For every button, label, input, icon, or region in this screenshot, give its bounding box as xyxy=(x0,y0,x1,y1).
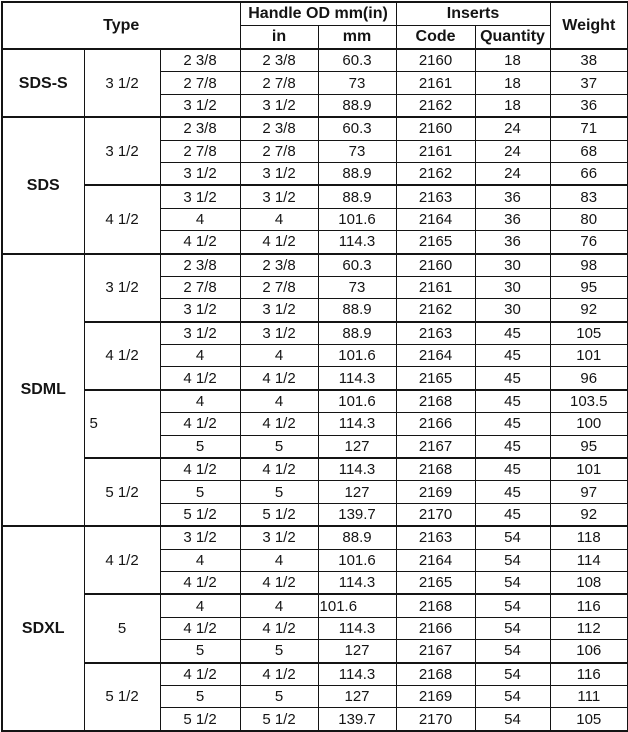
weight-cell: 101 xyxy=(550,345,628,367)
code-cell: 2170 xyxy=(396,708,475,731)
code-cell: 2169 xyxy=(396,685,475,707)
mm-cell: 101.6 xyxy=(318,208,396,230)
weight-cell: 68 xyxy=(550,140,628,162)
size-cell: 4 1/2 xyxy=(84,526,160,594)
code-cell: 2163 xyxy=(396,526,475,549)
code-cell: 2162 xyxy=(396,94,475,117)
in-cell: 5 xyxy=(240,435,318,458)
weight-cell: 71 xyxy=(550,117,628,140)
weight-cell: 95 xyxy=(550,276,628,298)
code-cell: 2168 xyxy=(396,390,475,413)
in-cell: 4 xyxy=(240,549,318,571)
sub-size-cell: 3 1/2 xyxy=(160,322,240,345)
in-cell: 4 1/2 xyxy=(240,367,318,390)
col-header-handle-od: Handle OD mm(in) xyxy=(240,2,396,26)
col-header-weight: Weight xyxy=(550,2,628,49)
weight-cell: 111 xyxy=(550,685,628,707)
col-header-in: in xyxy=(240,26,318,50)
weight-cell: 76 xyxy=(550,231,628,254)
sub-size-cell: 5 xyxy=(160,481,240,503)
quantity-cell: 54 xyxy=(475,617,550,639)
code-cell: 2169 xyxy=(396,481,475,503)
sub-size-cell: 4 1/2 xyxy=(160,231,240,254)
mm-cell: 88.9 xyxy=(318,322,396,345)
in-cell: 4 xyxy=(240,345,318,367)
sub-size-cell: 4 1/2 xyxy=(160,413,240,435)
sub-size-cell: 5 xyxy=(160,435,240,458)
sub-size-cell: 4 1/2 xyxy=(160,617,240,639)
weight-cell: 116 xyxy=(550,663,628,686)
mm-cell: 101.6 xyxy=(318,345,396,367)
mm-cell: 88.9 xyxy=(318,185,396,208)
sub-size-cell: 4 xyxy=(160,345,240,367)
code-cell: 2163 xyxy=(396,322,475,345)
col-header-code: Code xyxy=(396,26,475,50)
sub-size-cell: 4 xyxy=(160,390,240,413)
mm-cell: 60.3 xyxy=(318,49,396,72)
mm-cell: 73 xyxy=(318,140,396,162)
sub-size-cell: 4 1/2 xyxy=(160,663,240,686)
in-cell: 5 xyxy=(240,685,318,707)
table-header xyxy=(2,2,628,49)
sub-size-cell: 5 1/2 xyxy=(160,503,240,526)
mm-cell: 101.6 xyxy=(318,594,396,617)
size-cell: 4 1/2 xyxy=(84,322,160,390)
quantity-cell: 30 xyxy=(475,254,550,277)
type-cell: SDML xyxy=(2,254,84,527)
in-cell: 4 xyxy=(240,594,318,617)
in-cell: 4 1/2 xyxy=(240,458,318,481)
in-cell: 5 xyxy=(240,640,318,663)
code-cell: 2160 xyxy=(396,254,475,277)
in-cell: 4 1/2 xyxy=(240,231,318,254)
code-cell: 2165 xyxy=(396,231,475,254)
mm-cell: 114.3 xyxy=(318,367,396,390)
table-row xyxy=(2,594,628,617)
quantity-cell: 18 xyxy=(475,94,550,117)
col-header-type: Type xyxy=(2,2,240,49)
mm-cell: 88.9 xyxy=(318,94,396,117)
mm-cell: 139.7 xyxy=(318,503,396,526)
weight-cell: 38 xyxy=(550,49,628,72)
in-cell: 2 3/8 xyxy=(240,49,318,72)
weight-cell: 96 xyxy=(550,367,628,390)
table-row xyxy=(2,254,628,277)
mm-cell: 60.3 xyxy=(318,254,396,277)
sub-size-cell: 3 1/2 xyxy=(160,162,240,185)
quantity-cell: 54 xyxy=(475,594,550,617)
quantity-cell: 36 xyxy=(475,208,550,230)
table-row xyxy=(2,49,628,72)
sub-size-cell: 5 xyxy=(160,685,240,707)
sub-size-cell: 2 7/8 xyxy=(160,140,240,162)
in-cell: 4 1/2 xyxy=(240,663,318,686)
weight-cell: 116 xyxy=(550,594,628,617)
sub-size-cell: 2 7/8 xyxy=(160,72,240,94)
quantity-cell: 54 xyxy=(475,571,550,594)
quantity-cell: 45 xyxy=(475,458,550,481)
size-cell: 5 1/2 xyxy=(84,663,160,731)
mm-cell: 139.7 xyxy=(318,708,396,731)
col-header-quantity: Quantity xyxy=(475,26,550,50)
size-cell: 3 1/2 xyxy=(84,117,160,185)
weight-cell: 36 xyxy=(550,94,628,117)
quantity-cell: 24 xyxy=(475,117,550,140)
type-cell: SDXL xyxy=(2,526,84,731)
in-cell: 2 7/8 xyxy=(240,140,318,162)
code-cell: 2168 xyxy=(396,663,475,686)
in-cell: 5 xyxy=(240,481,318,503)
code-cell: 2166 xyxy=(396,413,475,435)
in-cell: 3 1/2 xyxy=(240,162,318,185)
size-cell: 5 1/2 xyxy=(84,458,160,526)
sub-size-cell: 3 1/2 xyxy=(160,526,240,549)
mm-cell: 101.6 xyxy=(318,549,396,571)
quantity-cell: 54 xyxy=(475,640,550,663)
weight-cell: 105 xyxy=(550,708,628,731)
quantity-cell: 30 xyxy=(475,299,550,322)
quantity-cell: 45 xyxy=(475,413,550,435)
type-cell: SDS-S xyxy=(2,49,84,117)
weight-cell: 83 xyxy=(550,185,628,208)
mm-cell: 73 xyxy=(318,72,396,94)
weight-cell: 98 xyxy=(550,254,628,277)
sub-size-cell: 4 xyxy=(160,549,240,571)
spec-table xyxy=(1,1,628,732)
weight-cell: 100 xyxy=(550,413,628,435)
in-cell: 4 xyxy=(240,390,318,413)
sub-size-cell: 3 1/2 xyxy=(160,185,240,208)
weight-cell: 106 xyxy=(550,640,628,663)
in-cell: 4 xyxy=(240,208,318,230)
mm-cell: 127 xyxy=(318,685,396,707)
sub-size-cell: 5 1/2 xyxy=(160,708,240,731)
code-cell: 2164 xyxy=(396,345,475,367)
mm-cell: 114.3 xyxy=(318,663,396,686)
quantity-cell: 45 xyxy=(475,345,550,367)
code-cell: 2161 xyxy=(396,276,475,298)
quantity-cell: 24 xyxy=(475,140,550,162)
sub-size-cell: 4 xyxy=(160,208,240,230)
sub-size-cell: 5 xyxy=(160,640,240,663)
sub-size-cell: 3 1/2 xyxy=(160,94,240,117)
sub-size-cell: 2 7/8 xyxy=(160,276,240,298)
mm-cell: 114.3 xyxy=(318,231,396,254)
table-row xyxy=(2,390,628,413)
code-cell: 2165 xyxy=(396,571,475,594)
size-cell: 5 xyxy=(84,390,160,458)
weight-cell: 112 xyxy=(550,617,628,639)
quantity-cell: 18 xyxy=(475,72,550,94)
code-cell: 2170 xyxy=(396,503,475,526)
sub-size-cell: 2 3/8 xyxy=(160,117,240,140)
mm-cell: 88.9 xyxy=(318,526,396,549)
table-row xyxy=(2,663,628,686)
size-cell: 4 1/2 xyxy=(84,185,160,253)
mm-cell: 114.3 xyxy=(318,413,396,435)
size-cell: 5 xyxy=(84,594,160,662)
code-cell: 2164 xyxy=(396,208,475,230)
code-cell: 2161 xyxy=(396,72,475,94)
table-row xyxy=(2,458,628,481)
weight-cell: 108 xyxy=(550,571,628,594)
quantity-cell: 36 xyxy=(475,231,550,254)
quantity-cell: 45 xyxy=(475,367,550,390)
mm-cell: 127 xyxy=(318,435,396,458)
code-cell: 2164 xyxy=(396,549,475,571)
quantity-cell: 30 xyxy=(475,276,550,298)
quantity-cell: 45 xyxy=(475,322,550,345)
quantity-cell: 18 xyxy=(475,49,550,72)
code-cell: 2168 xyxy=(396,594,475,617)
table-row xyxy=(2,185,628,208)
sub-size-cell: 2 3/8 xyxy=(160,49,240,72)
quantity-cell: 24 xyxy=(475,162,550,185)
quantity-cell: 54 xyxy=(475,526,550,549)
sub-size-cell: 4 1/2 xyxy=(160,571,240,594)
col-header-mm: mm xyxy=(318,26,396,50)
code-cell: 2161 xyxy=(396,140,475,162)
weight-cell: 95 xyxy=(550,435,628,458)
sub-size-cell: 4 xyxy=(160,594,240,617)
mm-cell: 88.9 xyxy=(318,162,396,185)
weight-cell: 114 xyxy=(550,549,628,571)
quantity-cell: 54 xyxy=(475,663,550,686)
weight-cell: 66 xyxy=(550,162,628,185)
weight-cell: 103.5 xyxy=(550,390,628,413)
sub-size-cell: 2 3/8 xyxy=(160,254,240,277)
code-cell: 2163 xyxy=(396,185,475,208)
table-row xyxy=(2,322,628,345)
quantity-cell: 45 xyxy=(475,435,550,458)
in-cell: 4 1/2 xyxy=(240,571,318,594)
quantity-cell: 54 xyxy=(475,685,550,707)
in-cell: 3 1/2 xyxy=(240,185,318,208)
quantity-cell: 45 xyxy=(475,503,550,526)
table-row xyxy=(2,117,628,140)
weight-cell: 105 xyxy=(550,322,628,345)
in-cell: 3 1/2 xyxy=(240,526,318,549)
in-cell: 5 1/2 xyxy=(240,708,318,731)
in-cell: 3 1/2 xyxy=(240,299,318,322)
size-cell: 3 1/2 xyxy=(84,49,160,117)
in-cell: 2 3/8 xyxy=(240,117,318,140)
col-header-inserts: Inserts xyxy=(396,2,550,26)
in-cell: 4 1/2 xyxy=(240,617,318,639)
in-cell: 2 3/8 xyxy=(240,254,318,277)
in-cell: 2 7/8 xyxy=(240,72,318,94)
weight-cell: 37 xyxy=(550,72,628,94)
in-cell: 3 1/2 xyxy=(240,322,318,345)
code-cell: 2165 xyxy=(396,367,475,390)
weight-cell: 92 xyxy=(550,503,628,526)
weight-cell: 118 xyxy=(550,526,628,549)
code-cell: 2168 xyxy=(396,458,475,481)
table-body xyxy=(2,49,628,731)
mm-cell: 114.3 xyxy=(318,458,396,481)
code-cell: 2160 xyxy=(396,117,475,140)
in-cell: 2 7/8 xyxy=(240,276,318,298)
sub-size-cell: 4 1/2 xyxy=(160,367,240,390)
mm-cell: 127 xyxy=(318,640,396,663)
size-cell: 3 1/2 xyxy=(84,254,160,322)
in-cell: 5 1/2 xyxy=(240,503,318,526)
quantity-cell: 54 xyxy=(475,549,550,571)
mm-cell: 101.6 xyxy=(318,390,396,413)
weight-cell: 97 xyxy=(550,481,628,503)
mm-cell: 88.9 xyxy=(318,299,396,322)
mm-cell: 73 xyxy=(318,276,396,298)
quantity-cell: 54 xyxy=(475,708,550,731)
code-cell: 2162 xyxy=(396,162,475,185)
sub-size-cell: 3 1/2 xyxy=(160,299,240,322)
quantity-cell: 36 xyxy=(475,185,550,208)
mm-cell: 127 xyxy=(318,481,396,503)
code-cell: 2167 xyxy=(396,640,475,663)
in-cell: 4 1/2 xyxy=(240,413,318,435)
weight-cell: 101 xyxy=(550,458,628,481)
quantity-cell: 45 xyxy=(475,481,550,503)
code-cell: 2167 xyxy=(396,435,475,458)
table-row xyxy=(2,526,628,549)
code-cell: 2162 xyxy=(396,299,475,322)
mm-cell: 114.3 xyxy=(318,571,396,594)
weight-cell: 80 xyxy=(550,208,628,230)
mm-cell: 60.3 xyxy=(318,117,396,140)
mm-cell: 114.3 xyxy=(318,617,396,639)
type-cell: SDS xyxy=(2,117,84,253)
code-cell: 2166 xyxy=(396,617,475,639)
weight-cell: 92 xyxy=(550,299,628,322)
code-cell: 2160 xyxy=(396,49,475,72)
in-cell: 3 1/2 xyxy=(240,94,318,117)
sub-size-cell: 4 1/2 xyxy=(160,458,240,481)
quantity-cell: 45 xyxy=(475,390,550,413)
